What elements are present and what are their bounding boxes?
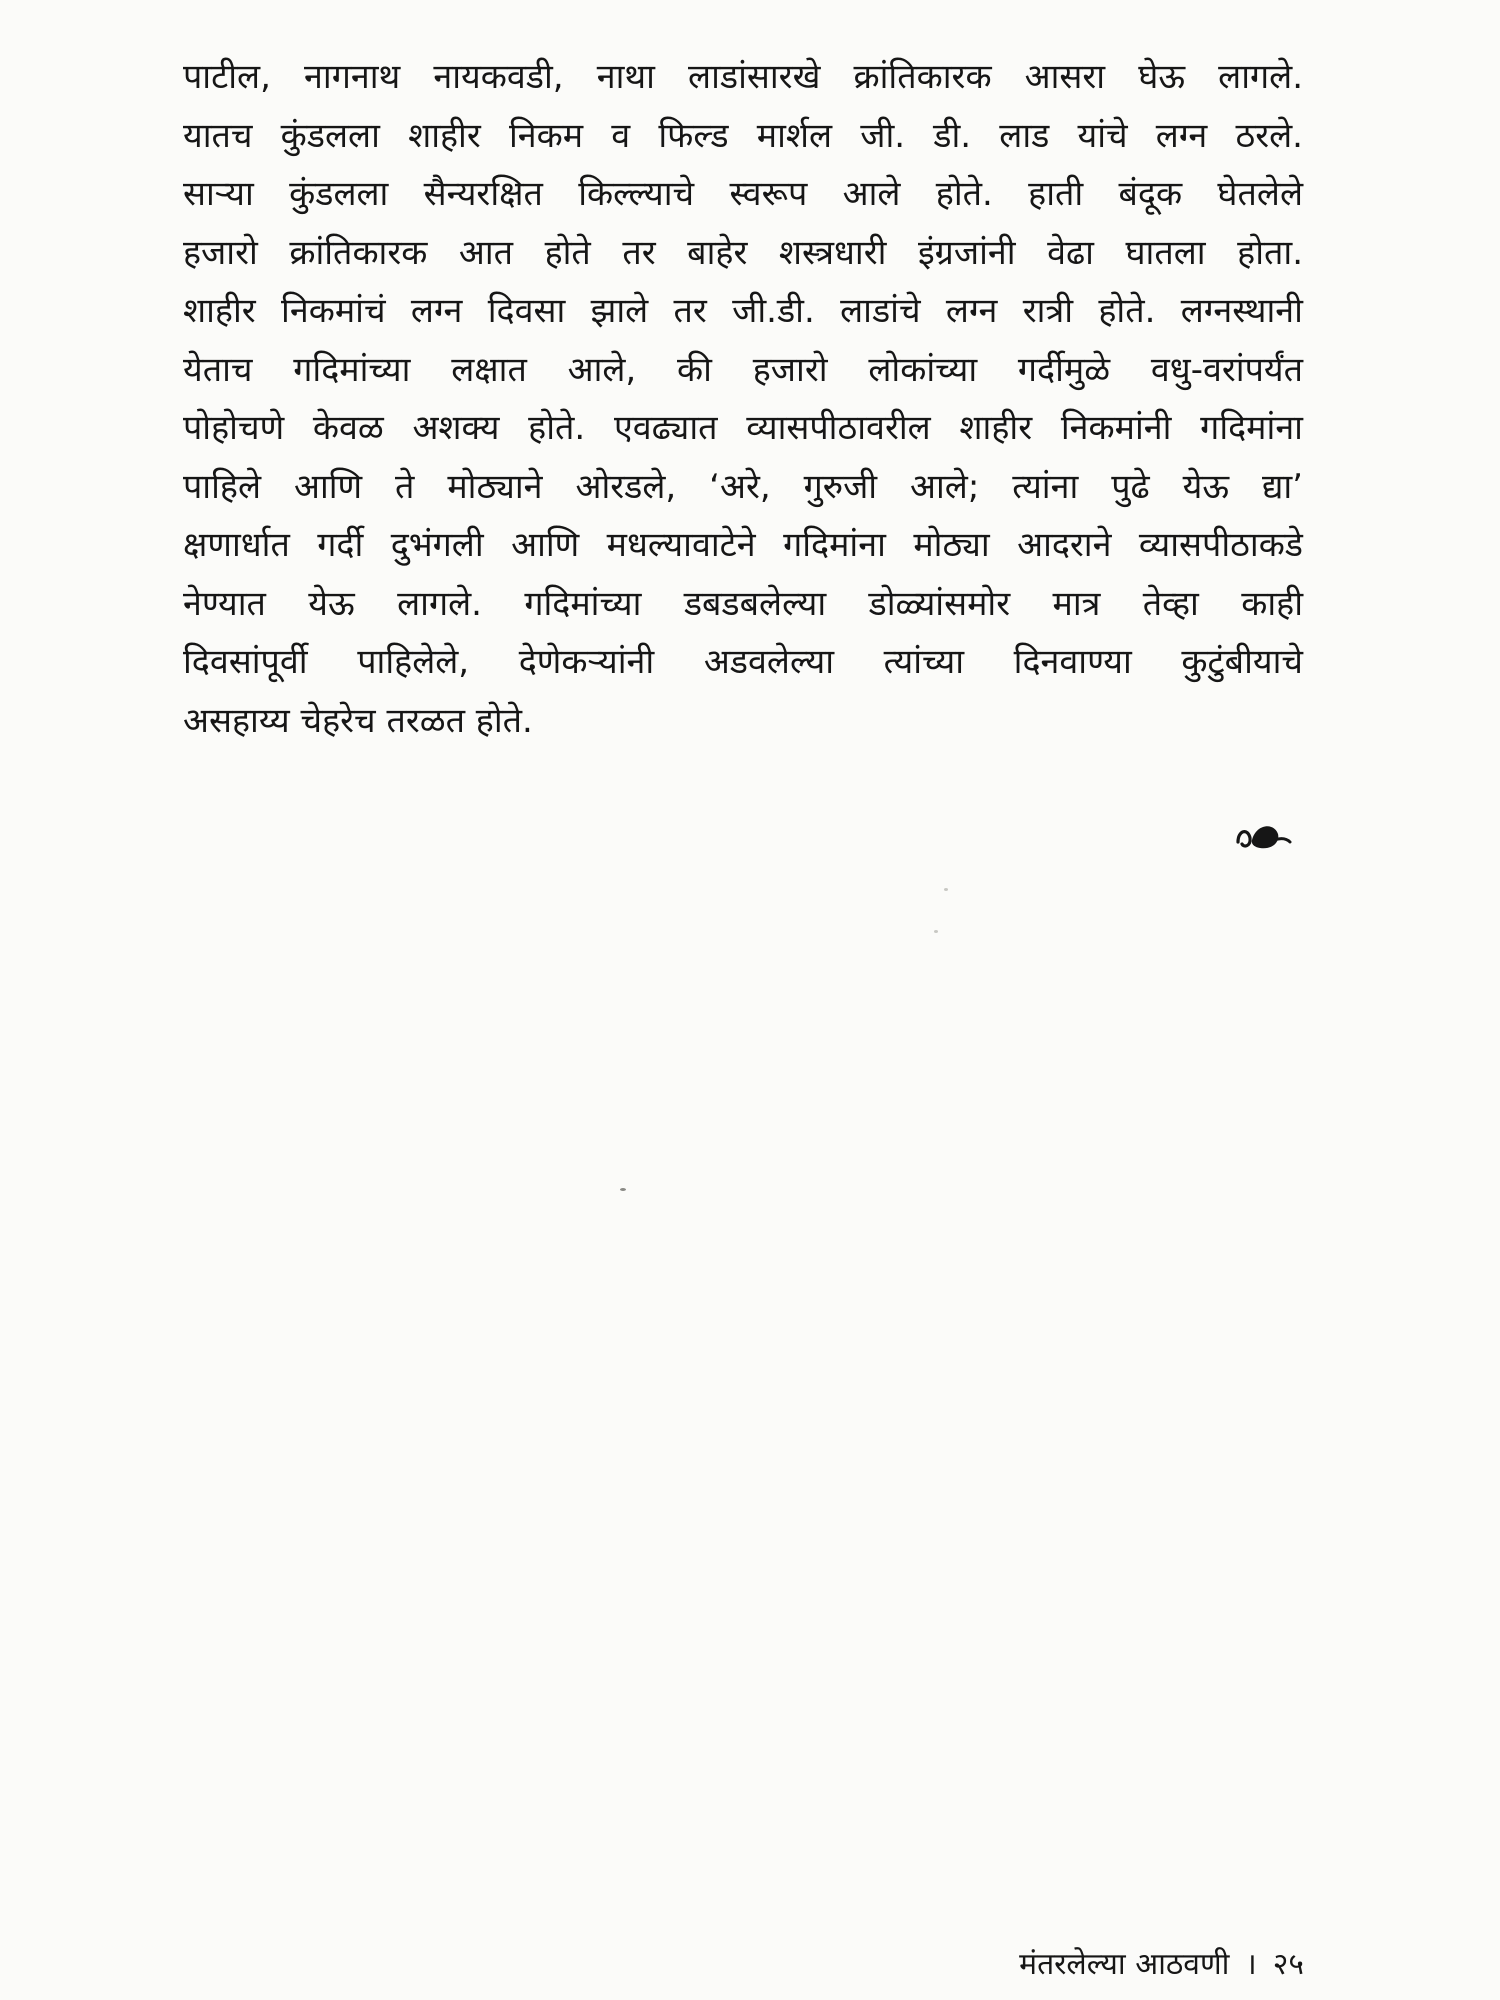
- text-line: पोहोचणे केवळ अशक्य होते. एवढ्यात व्यासपीठावरील शाहीर निकमांनी गदिमांना: [183, 408, 1303, 448]
- page-number: २५: [1272, 1947, 1304, 1982]
- text-line: दिवसांपूर्वी पाहिलेले, देणेकऱ्यांनी अडवलेल्या त्यांच्या दिनवाण्या कुटुंबीयाचे: [183, 642, 1303, 682]
- paper-speck: [620, 1188, 626, 1191]
- leaf-ornament-icon: [1234, 816, 1294, 856]
- text-line: येताच गदिमांच्या लक्षात आले, की हजारो लोकांच्या गर्दीमुळे वधु-वरांपर्यंत: [183, 349, 1303, 390]
- text-line: नेण्यात येऊ लागले. गदिमांच्या डबडबलेल्या डोळ्यांसमोर मात्र तेव्हा काही: [183, 583, 1303, 624]
- text-line: यातच कुंडलला शाहीर निकम व फिल्ड मार्शल जी. डी. लाड यांचे लग्न ठरले.: [183, 115, 1303, 156]
- text-line-last: असहाय्य चेहरेच तरळत होते.: [183, 700, 533, 741]
- paper-speck: [944, 888, 948, 891]
- running-book-title: मंतरलेल्या आठवणी: [1019, 1947, 1230, 1982]
- text-line: क्षणार्धात गर्दी दुभंगली आणि मधल्यावाटेने गदिमांना मोठ्या आदराने व्यासपीठाकडे: [183, 525, 1303, 565]
- text-line: पाहिले आणि ते मोठ्याने ओरडले, ‘अरे, गुरुजी आले; त्यांना पुढे येऊ द्या’: [183, 466, 1303, 507]
- body-paragraph: [183, 48, 1303, 750]
- footer-separator: ।: [1245, 1947, 1257, 1982]
- text-line: साऱ्या कुंडलला सैन्यरक्षित किल्ल्याचे स्वरूप आले होते. हाती बंदूक घेतलेले: [183, 174, 1303, 214]
- text-line: पाटील, नागनाथ नायकवडी, नाथा लाडांसारखे क्रांतिकारक आसरा घेऊ लागले.: [183, 57, 1303, 97]
- text-line: हजारो क्रांतिकारक आत होते तर बाहेर शस्त्रधारी इंग्रजांनी वेढा घातला होता.: [183, 232, 1303, 273]
- page-footer: [1019, 1945, 1304, 1985]
- text-line: शाहीर निकमांचं लग्न दिवसा झाले तर जी.डी. लाडांचे लग्न रात्री होते. लग्नस्थानी: [183, 291, 1303, 331]
- paper-speck: [934, 930, 938, 933]
